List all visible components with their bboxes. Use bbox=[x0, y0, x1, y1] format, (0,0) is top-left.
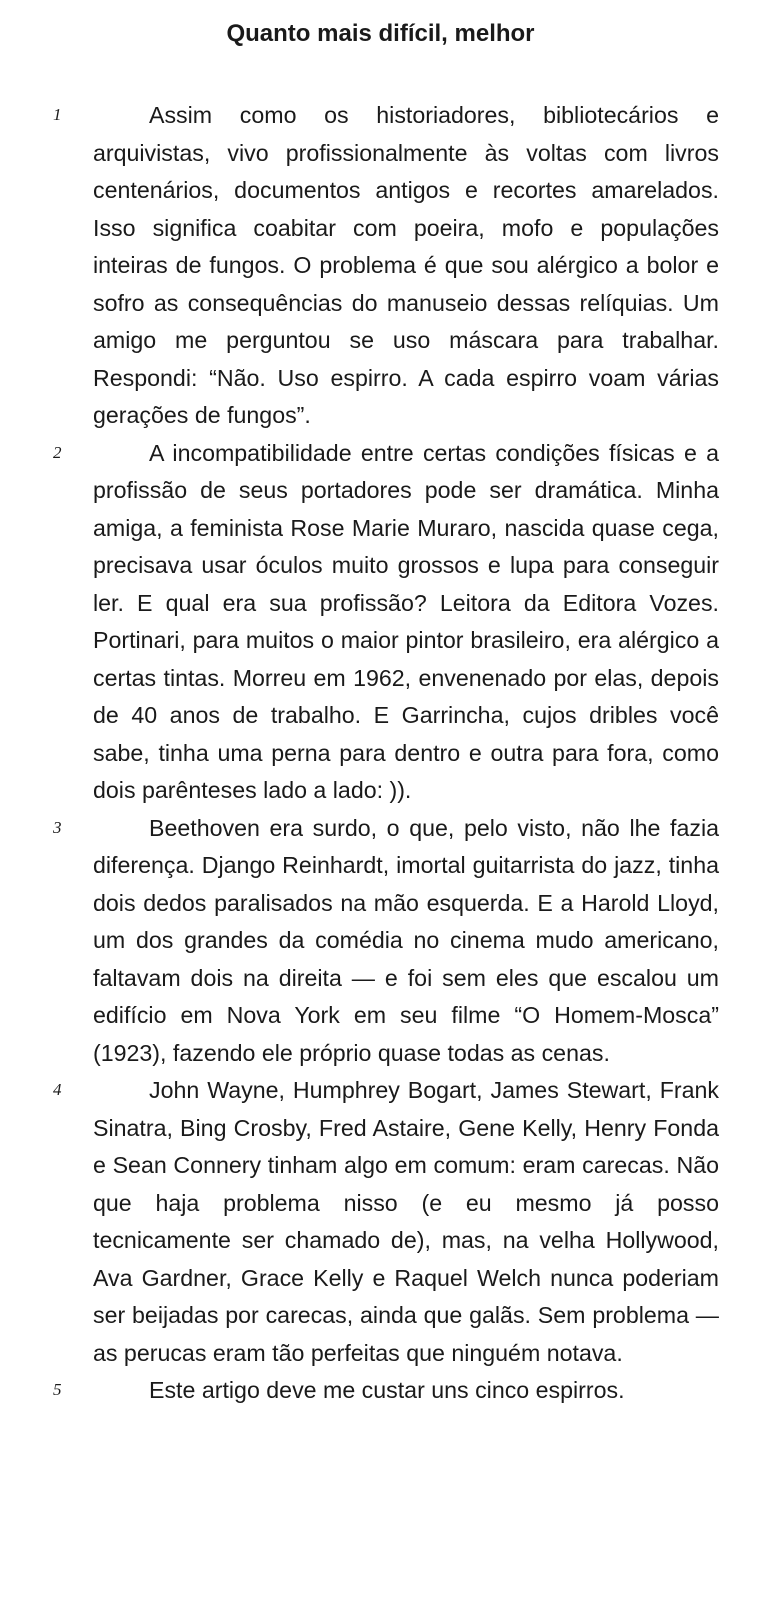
paragraph-number-4: 4 bbox=[53, 1080, 62, 1099]
paragraph-number-2: 2 bbox=[53, 442, 62, 462]
paragraph-3 bbox=[0, 810, 761, 1073]
paragraph-text-2: A incompatibilidade entre certas condições físicas e a profissão de seus portadores pode ser dramática. Minha amiga, a feminista Rose Marie Muraro, nascida quase cega, precisava usar óculos muito grossos e lupa para conseguir ler. E qual era sua profissão? Leitora da Editora Vozes. Portinari, para muitos o maior pintor brasileiro, era alérgico a certas tintas. Morreu em 1962, envenenado por elas, depois de 40 anos de trabalho. E Garrincha, cujos dribles você sabe, tinha uma perna para dentro e outra para fora, como dois parênteses lado a lado: )). bbox=[93, 439, 719, 803]
paragraph-4 bbox=[0, 1072, 761, 1372]
paragraph-text-4: John Wayne, Humphrey Bogart, James Stewart, Frank Sinatra, Bing Crosby, Fred Astaire, Gene Kelly, Henry Fonda e Sean Connery tinham algo em comum: eram carecas. Não que haja problema nisso (e eu mesmo já posso tecnicamente ser chamado de), mas, na velha Hollywood, Ava Gardner, Grace Kelly e Raquel Welch nunca poderiam ser beijadas por carecas, ainda que galãs. Sem problema — as perucas eram tão perfeitas que ninguém notava. bbox=[93, 1077, 719, 1366]
paragraph-number-3: 3 bbox=[53, 817, 62, 837]
paragraph-1 bbox=[0, 97, 761, 435]
paragraph-2 bbox=[0, 435, 761, 810]
paragraph-text-1: Assim como os historiadores, bibliotecários e arquivistas, vivo profissionalmente às voltas com livros centenários, documentos antigos e recortes amarelados. Isso significa coabitar com poeira, mofo e populações inteiras de fungos. O problema é que sou alérgico a bolor e sofro as consequências do manuseio dessas relíquias. Um amigo me perguntou se uso máscara para trabalhar. Respondi: “Não. Uso espirro. A cada espirro voam várias gerações de fungos”. bbox=[93, 102, 719, 428]
paragraph-number-1: 1 bbox=[53, 105, 62, 124]
paragraph-number-5: 5 bbox=[53, 1380, 62, 1399]
article-body bbox=[0, 97, 761, 1410]
paragraph-5 bbox=[0, 1372, 761, 1410]
paragraph-text-3: Beethoven era surdo, o que, pelo visto, não lhe fazia diferença. Django Reinhardt, imortal guitarrista do jazz, tinha dois dedos paralisados na mão esquerda. E a Harold Lloyd, um dos grandes da comédia no cinema mudo americano, faltavam dois na direita — e foi sem eles que escalou um edifício em Nova York em seu filme “O Homem-Mosca” (1923), fazendo ele próprio quase todas as cenas. bbox=[93, 814, 719, 1066]
paragraph-text-5: Este artigo deve me custar uns cinco espirros. bbox=[149, 1377, 625, 1403]
article-title: Quanto mais difícil, melhor bbox=[226, 20, 535, 47]
